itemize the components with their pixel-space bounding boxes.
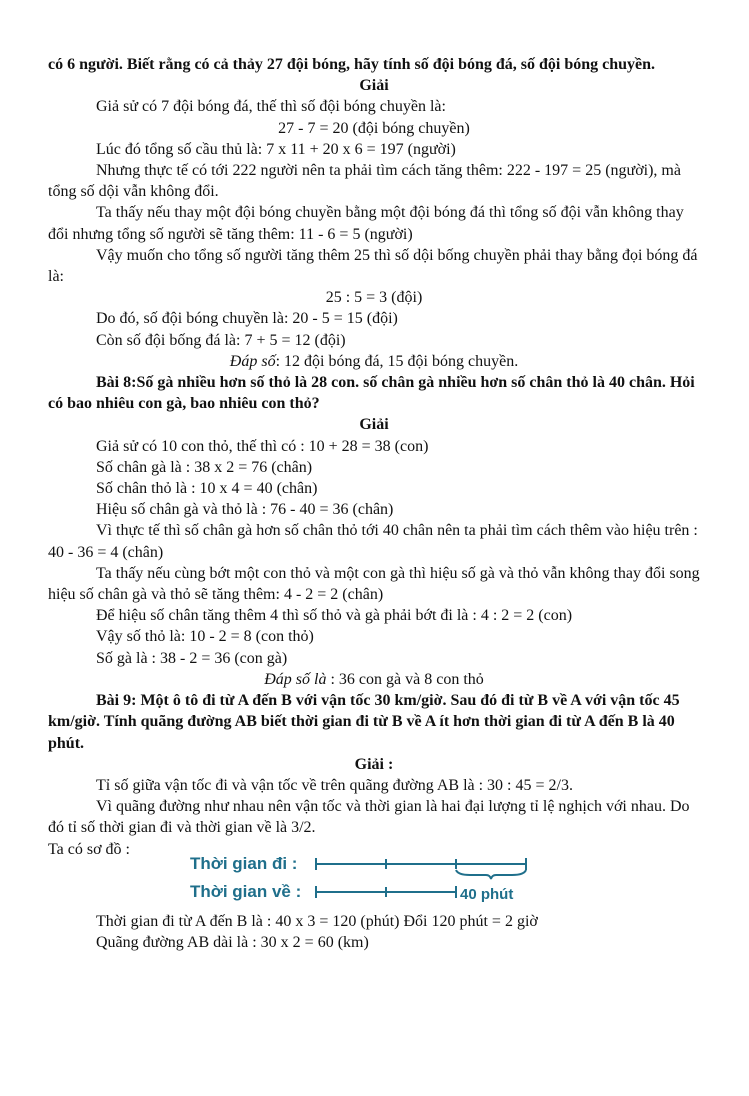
diagram-brace	[456, 870, 526, 879]
solution-line: Vì thực tế thì số chân gà hơn số chân thỏ tới 40 chân nên ta phải tìm cách thêm vào hiệu trên : 40 - 36 = 4 (chân)	[48, 522, 698, 561]
solution-line: Vậy số thỏ là: 10 - 2 = 8 (con thỏ)	[96, 628, 314, 646]
solution-line: 25 : 5 = 3 (đội)	[325, 289, 423, 307]
solution-line: Vì quãng đường như nhau nên vận tốc và thời gian là hai đại lượng tỉ lệ nghịch với nhau. Do đó tỉ số thời gian đi và thời gian về là 3/2.	[48, 798, 690, 837]
solution-line: Giả sử có 7 đội bóng đá, thế thì số đội bóng chuyền là:	[96, 98, 446, 116]
solution-line: Ta thấy nếu cùng bớt một con thỏ và một con gà thì hiệu số gà và thỏ vẫn không thay đổi song hiệu số chân gà và thỏ sẽ tăng thêm: 4 - 2 = 2 (chân)	[48, 564, 700, 604]
solution-line: Vậy muốn cho tổng số người tăng thêm 25 thì số dội bống chuyền phải thay bằng đọi bóng đá là:	[48, 246, 698, 286]
problem-9: Bài 9: Một ô tô đi từ A đến B với vận tốc 30 km/giờ. Sau đó đi từ B về A với vận tốc 45 km/giờ. Tính quãng đường AB biết thời gian đi từ B về A ít hơn thời gian đi từ A đến B là 40 phút.	[48, 692, 680, 752]
diagram-row1-label: Thời gian đi :	[190, 853, 298, 873]
document-content	[48, 54, 700, 953]
answer-line	[48, 669, 700, 690]
problem-8: Bài 8:Số gà nhiều hơn số thỏ là 28 con. số chân gà nhiều hơn số chân thỏ là 40 chân. Hỏi có bao nhiêu con gà, bao nhiêu con thỏ?	[48, 374, 695, 413]
diagram-row	[48, 839, 700, 911]
solution-heading: Giải	[359, 416, 389, 434]
solution-line: Hiệu số chân gà và thỏ là : 76 - 40 = 36 (chân)	[96, 501, 394, 519]
answer-label: Đáp số là	[264, 670, 327, 688]
solution-line: Nhưng thực tế có tới 222 người nên ta phải tìm cách tăng thêm: 222 - 197 = 25 (người), mà tổng số dội vẫn không đổi.	[48, 162, 681, 201]
solution-line: Còn số đội bống đá là: 7 + 5 = 12 (đội)	[96, 331, 346, 349]
solution-heading: Giải	[359, 77, 389, 95]
solution-line: Số gà là : 38 - 2 = 36 (con gà)	[96, 649, 288, 667]
solution-line: Thời gian đi từ A đến B là : 40 x 3 = 120 (phút) Đổi 120 phút = 2 giờ	[96, 912, 538, 930]
solution-line: 27 - 7 = 20 (đội bóng chuyền)	[278, 119, 470, 137]
solution-heading: Giải :	[354, 755, 394, 773]
solution-line: Số chân gà là : 38 x 2 = 76 (chân)	[96, 458, 313, 476]
solution-line: Số chân thỏ là : 10 x 4 = 40 (chân)	[96, 480, 318, 498]
diagram-row2-label: Thời gian về :	[190, 881, 302, 901]
answer-line	[48, 351, 700, 372]
answer-text: : 36 con gà và 8 con thỏ	[326, 670, 484, 688]
solution-line: Ta thấy nếu thay một đội bóng chuyền bằng một đội bóng đá thì tổng số đội vẫn không thay đổi nhưng tổng số người sẽ tăng thêm: 11 - 6 = 5 (người)	[48, 204, 684, 243]
answer-text: : 12 đội bóng đá, 15 đội bóng chuyền.	[275, 352, 519, 370]
diagram-lead: Ta có sơ đồ :	[48, 840, 130, 858]
intro-text: có 6 người. Biết rằng có cả thảy 27 đội bóng, hãy tính số đội bóng đá, số đội bóng chuyền.	[48, 56, 656, 73]
solution-line: Để hiệu số chân tăng thêm 4 thì số thỏ và gà phải bớt đi là : 4 : 2 = 2 (con)	[96, 607, 573, 625]
answer-label: Đáp số	[229, 352, 276, 370]
solution-line: Quãng đường AB dài là : 30 x 2 = 60 (km)	[96, 933, 369, 951]
solution-line: Giả sử có 10 con thỏ, thế thì có : 10 + 28 = 38 (con)	[96, 437, 429, 455]
solution-line: Lúc đó tổng số cầu thủ là: 7 x 11 + 20 x 6 = 197 (người)	[96, 140, 456, 158]
solution-line: Do đó, số đội bóng chuyền là: 20 - 5 = 15 (đội)	[96, 310, 398, 328]
diagram-note: 40 phút	[460, 885, 514, 903]
solution-line: Tỉ số giữa vận tốc đi và vận tốc về trên quãng đường AB là : 30 : 45 = 2/3.	[96, 776, 573, 794]
time-diagram	[190, 851, 530, 909]
